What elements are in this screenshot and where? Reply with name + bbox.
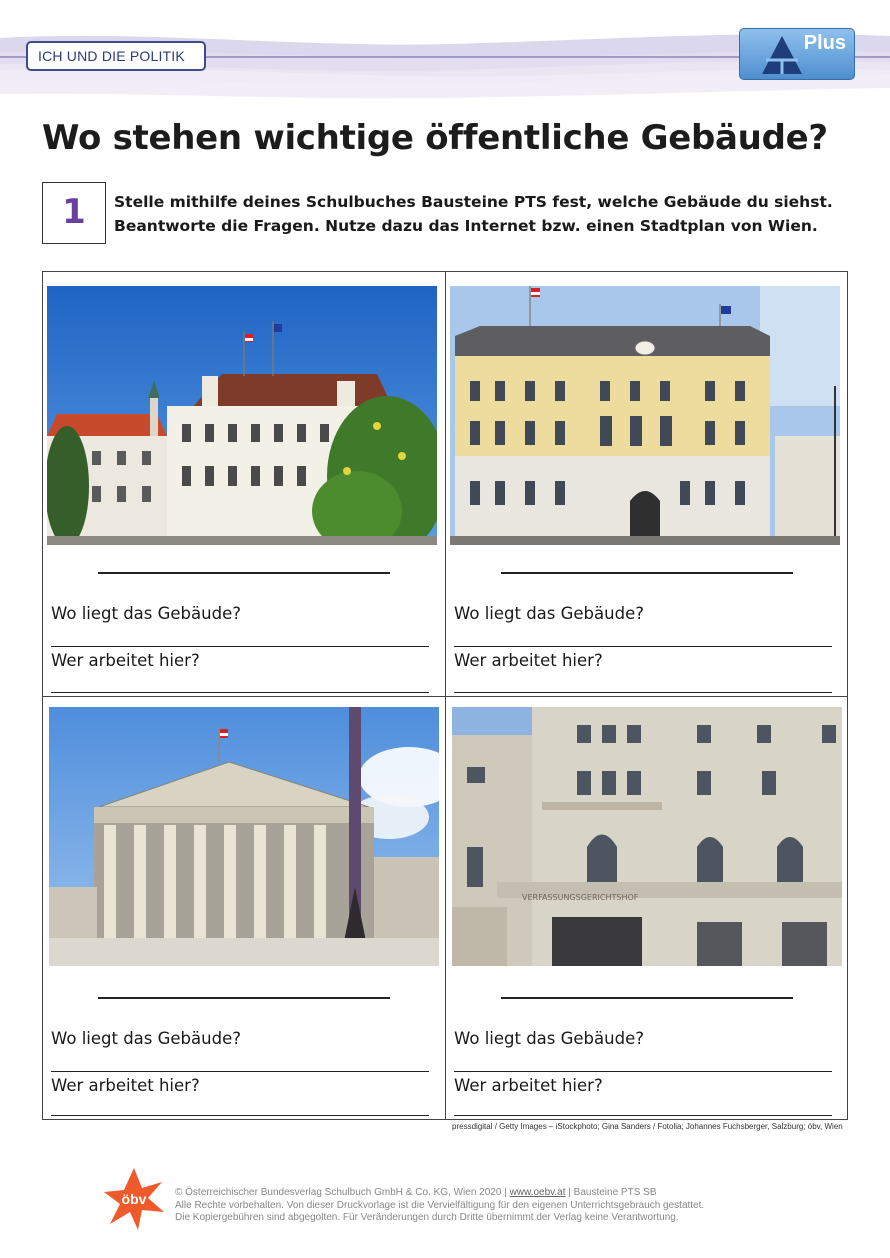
- oebv-logo-text: öbv: [121, 1191, 147, 1207]
- building-name-line[interactable]: [501, 997, 793, 999]
- verfassungsgerichtshof-photo: [452, 707, 842, 966]
- answer-line-location[interactable]: [454, 1071, 832, 1072]
- parlament-photo: [49, 707, 439, 966]
- building-name-line[interactable]: [98, 572, 390, 574]
- question-workers: Wer arbeitet hier?: [454, 651, 603, 670]
- building-cell-1: [43, 272, 445, 696]
- question-workers: Wer arbeitet hier?: [454, 1076, 603, 1095]
- building-name-line[interactable]: [501, 572, 793, 574]
- plus-logo-text: Plus: [803, 32, 846, 54]
- answer-line-location[interactable]: [51, 646, 429, 647]
- question-location: Wo liegt das Gebäude?: [454, 1029, 644, 1048]
- footer-copyright: [175, 1187, 855, 1225]
- building-signage: VERFASSUNGSGERICHTSHOF: [522, 893, 639, 902]
- answer-line-workers[interactable]: [51, 692, 429, 693]
- worksheet-grid: [42, 271, 848, 1120]
- building-name-line[interactable]: [98, 997, 390, 999]
- answer-line-workers[interactable]: [51, 1115, 429, 1116]
- answer-line-workers[interactable]: [454, 1115, 832, 1116]
- image-credit: pressdigital / Getty Images – iStockphoto; Gina Sanders / Fotolia; Johannes Fuchsberger, Salzburg; öbv, Wien: [452, 1122, 843, 1131]
- building-cell-2: [446, 272, 848, 696]
- hofburg-photo: [47, 286, 437, 545]
- question-workers: Wer arbeitet hier?: [51, 1076, 200, 1095]
- question-location: Wo liegt das Gebäude?: [454, 604, 644, 623]
- bundeskanzleramt-photo: [450, 286, 840, 545]
- task-line-2: Beantworte die Fragen. Nutze dazu das Internet bzw. einen Stadtplan von Wien.: [114, 217, 818, 235]
- question-location: Wo liegt das Gebäude?: [51, 1029, 241, 1048]
- footer-line-1: © Österreichischer Bundesverlag Schulbuch GmbH & Co. KG, Wien 2020 | www.oebv.at | Bausteine PTS SB: [175, 1187, 657, 1198]
- answer-line-location[interactable]: [51, 1071, 429, 1072]
- question-workers: Wer arbeitet hier?: [51, 651, 200, 670]
- plus-logo: [739, 28, 855, 80]
- task-line-1: Stelle mithilfe deines Schulbuches Bausteine PTS fest, welche Gebäude du siehst.: [114, 193, 833, 211]
- page-title: Wo stehen wichtige öffentliche Gebäude?: [42, 118, 828, 158]
- answer-line-location[interactable]: [454, 646, 832, 647]
- building-cell-4: [446, 697, 848, 1121]
- answer-line-workers[interactable]: [454, 692, 832, 693]
- building-cell-3: [43, 697, 445, 1121]
- footer-line-3: Die Kopiergebühren sind abgegolten. Für Veränderungen durch Dritte übernimmt der Verlag keine Verantwortung.: [175, 1212, 679, 1223]
- task-instructions: [114, 190, 844, 238]
- footer-line-2: Alle Rechte vorbehalten. Von dieser Druckvorlage ist die Vervielfältigung für den eigenen Unterrichtsgebrauch gestattet.: [175, 1199, 705, 1211]
- task-number: 1: [42, 182, 106, 244]
- oebv-star-icon: [104, 1168, 164, 1230]
- question-location: Wo liegt das Gebäude?: [51, 604, 241, 623]
- oebv-logo: [104, 1168, 164, 1230]
- publisher-link[interactable]: www.oebv.at: [509, 1187, 566, 1198]
- section-tag: ICH UND DIE POLITIK: [26, 41, 206, 71]
